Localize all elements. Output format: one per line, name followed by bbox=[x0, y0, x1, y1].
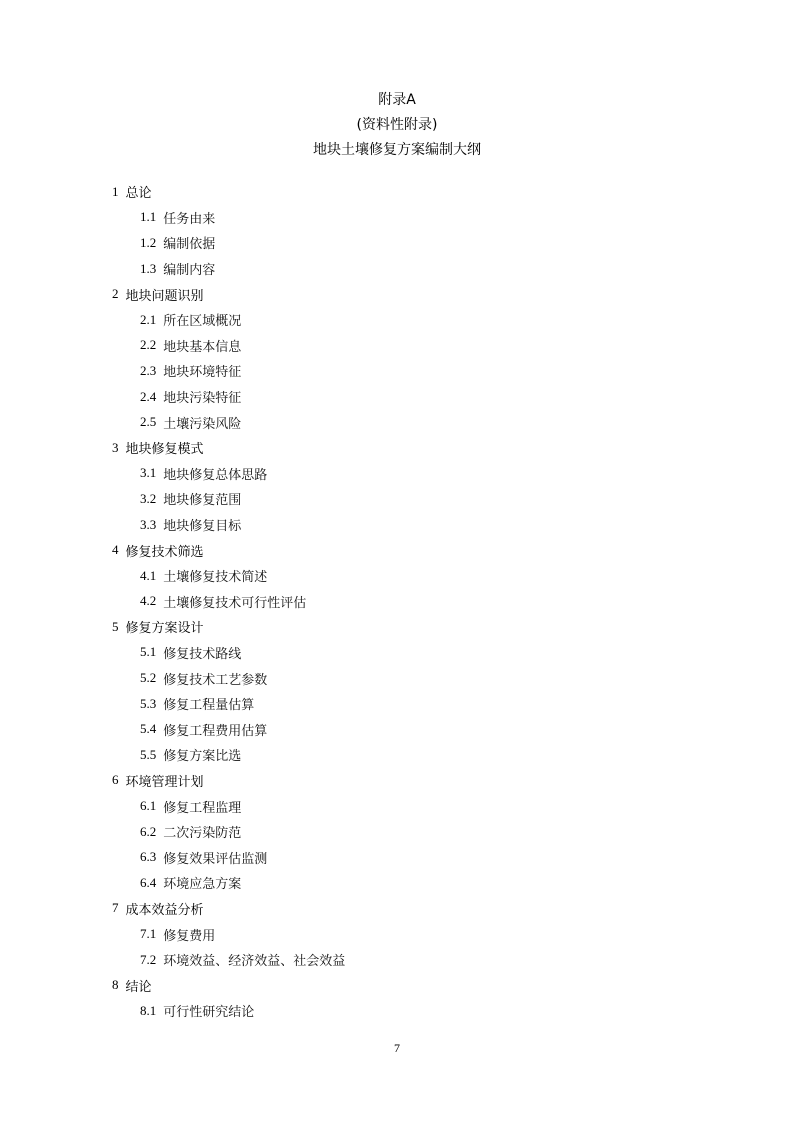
toc-title: 修复工程费用估算 bbox=[163, 723, 268, 739]
toc-title: 任务由来 bbox=[163, 211, 216, 227]
toc-subsection-item bbox=[0, 358, 794, 384]
toc-section-heading bbox=[0, 972, 794, 998]
toc-subsection-item bbox=[0, 384, 794, 410]
toc-subsection-item bbox=[0, 486, 794, 512]
toc-number: 7.1 bbox=[140, 926, 157, 942]
toc-title: 地块修复模式 bbox=[125, 442, 204, 458]
appendix-label: 附录A bbox=[378, 92, 416, 108]
toc-subsection-item bbox=[0, 691, 794, 717]
toc-number: 1.1 bbox=[140, 209, 157, 225]
toc-title: 修复技术筛选 bbox=[125, 544, 204, 560]
toc-section-heading bbox=[0, 896, 794, 922]
toc-subsection-item bbox=[0, 461, 794, 487]
toc-number: 5.4 bbox=[140, 721, 157, 737]
toc-number: 5.2 bbox=[140, 670, 157, 686]
toc-subsection-item bbox=[0, 793, 794, 819]
toc-number: 2.3 bbox=[140, 362, 157, 378]
toc-title: 编制依据 bbox=[163, 237, 216, 253]
toc-section-heading bbox=[0, 614, 794, 640]
toc-subsection-item bbox=[0, 947, 794, 973]
toc-section-heading bbox=[0, 281, 794, 307]
toc-number: 6.3 bbox=[140, 849, 157, 865]
toc-number: 8 bbox=[112, 977, 119, 993]
toc-subsection-item bbox=[0, 819, 794, 845]
toc-number: 8.1 bbox=[140, 1002, 157, 1018]
toc-subsection-item bbox=[0, 716, 794, 742]
toc-subsection-item bbox=[0, 589, 794, 615]
toc-number: 5.3 bbox=[140, 695, 157, 711]
toc-title: 二次污染防范 bbox=[163, 826, 242, 842]
toc-number: 6.2 bbox=[140, 823, 157, 839]
toc-section-heading bbox=[0, 768, 794, 794]
toc-number: 2.5 bbox=[140, 414, 157, 430]
toc-title: 修复工程量估算 bbox=[163, 698, 255, 714]
toc-number: 1 bbox=[112, 183, 119, 199]
toc-title: 地块修复范围 bbox=[163, 493, 242, 509]
toc-subsection-item bbox=[0, 742, 794, 768]
toc-number: 2.4 bbox=[140, 388, 157, 404]
toc-subsection-item bbox=[0, 665, 794, 691]
toc-title: 修复效果评估监测 bbox=[163, 851, 268, 867]
toc-number: 4.1 bbox=[140, 567, 157, 583]
toc-number: 2.2 bbox=[140, 337, 157, 353]
toc-title: 地块基本信息 bbox=[163, 339, 242, 355]
toc-title: 环境管理计划 bbox=[125, 774, 204, 790]
toc-title: 总论 bbox=[125, 186, 152, 202]
toc-subsection-item bbox=[0, 256, 794, 282]
toc-subsection-item bbox=[0, 640, 794, 666]
toc-number: 4.2 bbox=[140, 593, 157, 609]
toc-number: 6.1 bbox=[140, 798, 157, 814]
toc-subsection-item bbox=[0, 307, 794, 333]
toc-title: 环境应急方案 bbox=[163, 877, 242, 893]
toc-number: 7 bbox=[112, 900, 119, 916]
toc-subsection-item bbox=[0, 409, 794, 435]
toc-title: 编制内容 bbox=[163, 263, 216, 279]
appendix-type: (资料性附录) bbox=[356, 117, 438, 133]
toc-number: 2 bbox=[112, 286, 119, 302]
toc-number: 4 bbox=[112, 542, 119, 558]
toc-title: 地块修复总体思路 bbox=[163, 467, 268, 483]
toc-title: 环境效益、经济效益、社会效益 bbox=[163, 954, 346, 970]
toc-number: 3.1 bbox=[140, 465, 157, 481]
toc-title: 地块污染特征 bbox=[163, 391, 242, 407]
toc-subsection-item bbox=[0, 998, 794, 1024]
toc-title: 结论 bbox=[125, 979, 152, 995]
toc-number: 5.5 bbox=[140, 746, 157, 762]
toc-section-heading bbox=[0, 435, 794, 461]
toc-section-heading bbox=[0, 179, 794, 205]
toc-subsection-item bbox=[0, 205, 794, 231]
toc-subsection-item bbox=[0, 870, 794, 896]
toc-title: 所在区域概况 bbox=[163, 314, 242, 330]
toc-number: 6 bbox=[112, 772, 119, 788]
toc-number: 3 bbox=[112, 439, 119, 455]
toc-number: 2.1 bbox=[140, 311, 157, 327]
toc-subsection-item bbox=[0, 333, 794, 359]
table-of-contents bbox=[0, 179, 794, 1024]
toc-title: 地块环境特征 bbox=[163, 365, 242, 381]
toc-title: 修复方案比选 bbox=[163, 749, 242, 765]
toc-number: 6.4 bbox=[140, 874, 157, 890]
toc-number: 1.2 bbox=[140, 234, 157, 250]
toc-section-heading bbox=[0, 537, 794, 563]
toc-number: 3.2 bbox=[140, 490, 157, 506]
toc-subsection-item bbox=[0, 230, 794, 256]
toc-title: 修复技术路线 bbox=[163, 646, 242, 662]
toc-title: 土壤污染风险 bbox=[163, 416, 242, 432]
toc-number: 3.3 bbox=[140, 516, 157, 532]
toc-number: 5.1 bbox=[140, 644, 157, 660]
page-number: 7 bbox=[394, 1041, 400, 1055]
toc-number: 1.3 bbox=[140, 260, 157, 276]
toc-title: 修复工程监理 bbox=[163, 800, 242, 816]
toc-title: 地块问题识别 bbox=[125, 288, 204, 304]
appendix-title: 地块土壤修复方案编制大纲 bbox=[313, 142, 481, 158]
toc-title: 土壤修复技术可行性评估 bbox=[163, 595, 307, 611]
toc-subsection-item bbox=[0, 563, 794, 589]
toc-number: 5 bbox=[112, 618, 119, 634]
toc-title: 土壤修复技术简述 bbox=[163, 570, 268, 586]
toc-subsection-item bbox=[0, 512, 794, 538]
toc-title: 修复方案设计 bbox=[125, 621, 204, 637]
toc-subsection-item bbox=[0, 921, 794, 947]
toc-subsection-item bbox=[0, 844, 794, 870]
toc-title: 修复技术工艺参数 bbox=[163, 672, 268, 688]
toc-title: 修复费用 bbox=[163, 928, 216, 944]
toc-title: 地块修复目标 bbox=[163, 519, 242, 535]
toc-title: 可行性研究结论 bbox=[163, 1005, 255, 1021]
toc-number: 7.2 bbox=[140, 951, 157, 967]
toc-title: 成本效益分析 bbox=[125, 902, 204, 918]
